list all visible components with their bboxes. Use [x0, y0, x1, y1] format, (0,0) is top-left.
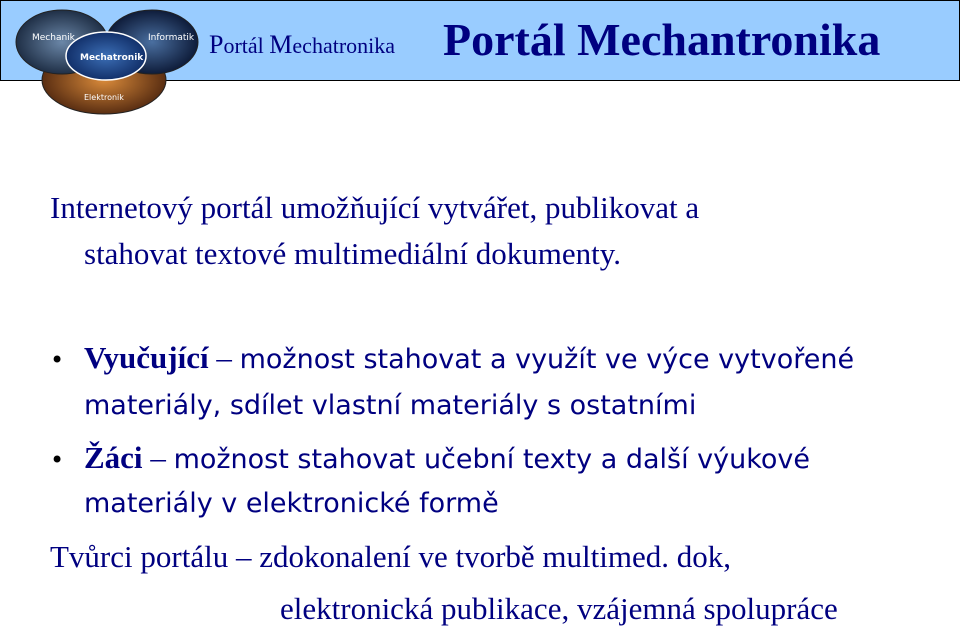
small-title-initial-m: M	[269, 30, 293, 59]
bullet-teachers-text: možnost stahovat a využít ve výce vytvořené	[239, 344, 855, 375]
portal-logo	[14, 4, 202, 116]
small-title-initial-p: P	[209, 30, 224, 59]
bullet-teachers-term: Vyučující	[84, 340, 209, 375]
bullet-dot-students: •	[50, 446, 65, 474]
intro-line-1: Internetový portál umožňující vytvářet, publikovat a	[50, 190, 700, 225]
logo-label-bottom: Elektronik	[84, 93, 124, 102]
intro-line-2: stahovat textové multimediální dokumenty.	[84, 236, 621, 271]
creators-line-1: Tvůrci portálu – zdokonalení ve tvorbě multimed. dok,	[50, 539, 731, 574]
logo-label-top-right: Informatik	[148, 33, 195, 43]
header-small-title	[209, 30, 395, 60]
bullet-teachers-line-1	[84, 340, 854, 376]
logo-label-center: Mechatronik	[80, 53, 144, 63]
bullet-students-term: Žáci	[84, 440, 143, 475]
creators-line-2: elektronická publikace, vzájemná spolupráce	[280, 591, 838, 626]
logo-label-top-left: Mechanik	[32, 33, 75, 43]
bullet-dot-teachers: •	[50, 346, 65, 374]
bullet-students-dash: –	[142, 440, 174, 475]
bullet-students-text: možnost stahovat učební texty a další výukové	[173, 444, 811, 475]
bullet-students-line-2: materiály v elektronické formě	[84, 488, 499, 519]
page-title: Portál Mechantronika	[443, 14, 881, 65]
bullet-students-line-1	[84, 440, 810, 476]
bullet-teachers-line-2: materiály, sdílet vlastní materiály s ostatními	[84, 390, 697, 421]
small-title-part2: echatronika	[292, 33, 396, 58]
bullet-teachers-dash: –	[208, 340, 240, 375]
small-title-part1: ortál	[223, 33, 270, 58]
